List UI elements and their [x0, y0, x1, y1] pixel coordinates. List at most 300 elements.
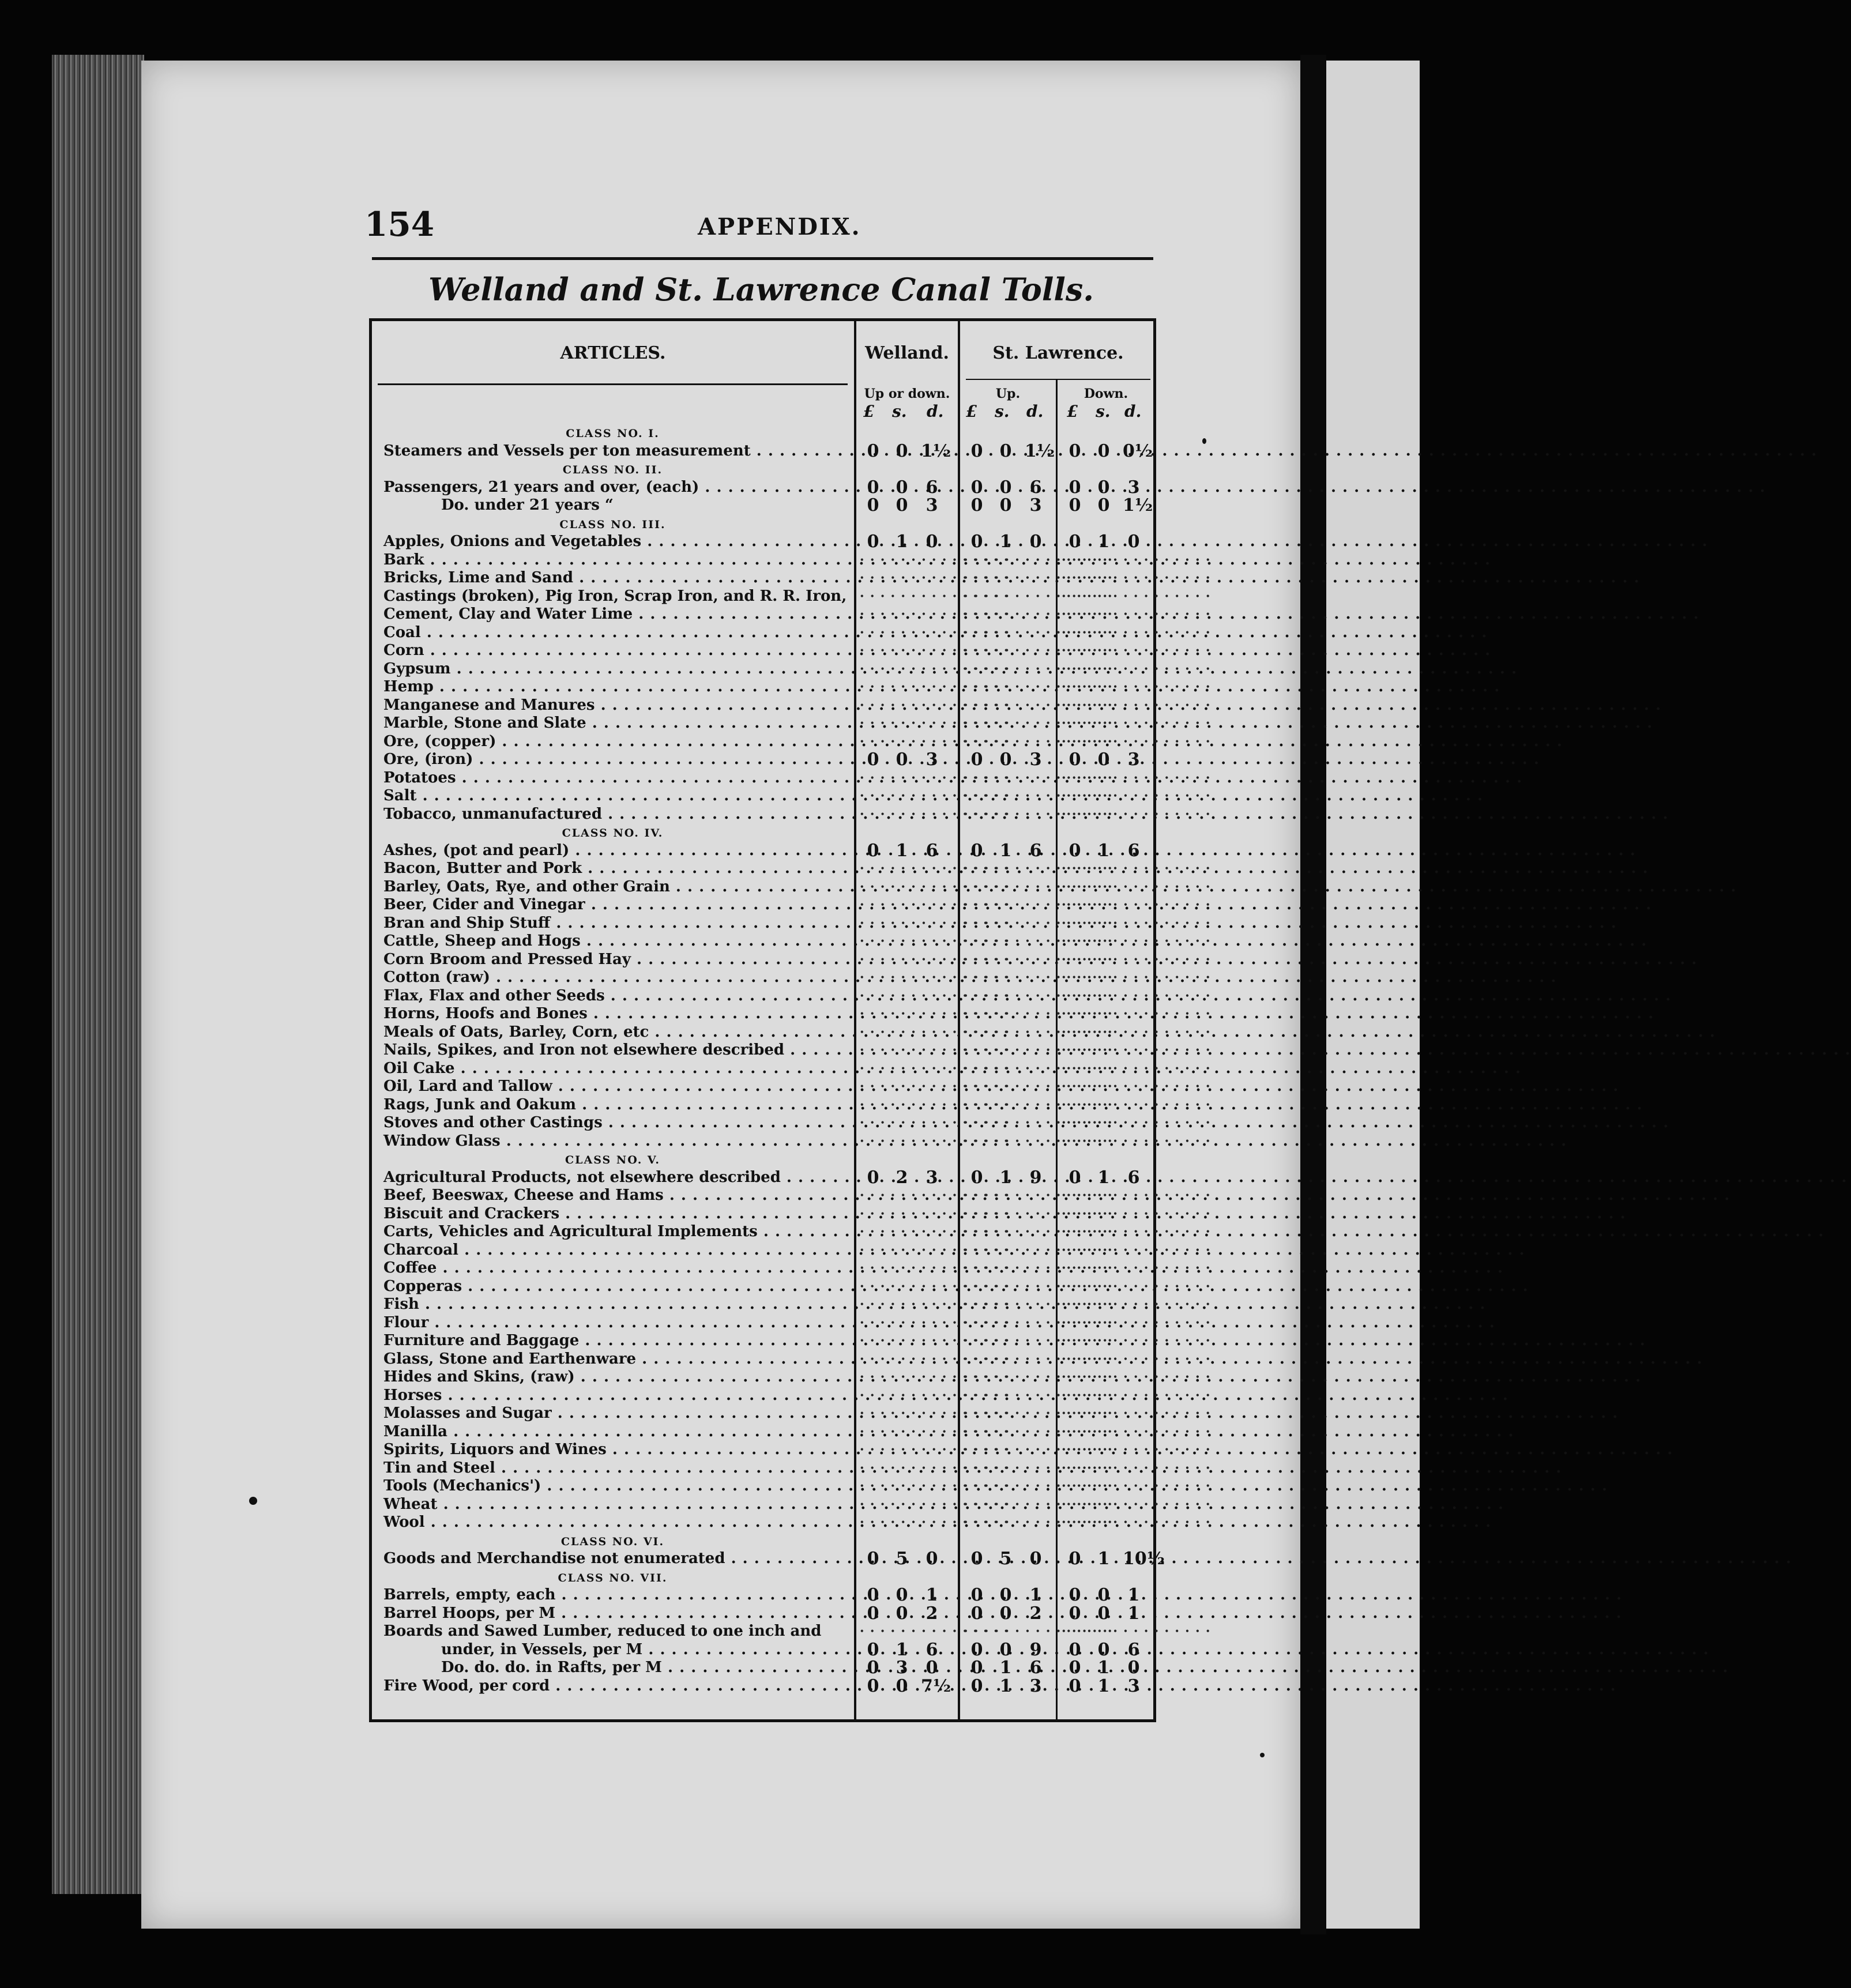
table-row: [378, 932, 1153, 950]
toll-cell-u: [961, 440, 1055, 461]
toll-cell-w: [857, 1296, 944, 1313]
toll-cell-u: [961, 1278, 1048, 1296]
pounds-value: 0: [867, 840, 879, 861]
toll-cell-d: [1059, 569, 1146, 587]
toll-cell-w: [857, 1060, 944, 1078]
pence-value: 1: [926, 1585, 938, 1605]
article-name: Flour . . .: [383, 1314, 857, 1332]
toll-cell-w: [857, 951, 944, 969]
toll-cell-u: [961, 1314, 1048, 1332]
article-name: Ore, (iron) . . .: [383, 751, 857, 769]
toll-cell-w: [857, 533, 944, 551]
toll-cell-u: [961, 842, 1048, 860]
toll-cell-u: [961, 1259, 1048, 1277]
article-name: Agricultural Products, not elsewhere described . . .: [383, 1169, 857, 1187]
toll-cell-d: [1059, 479, 1146, 496]
toll-cell-w: [857, 624, 944, 642]
class-heading: CLASS NO. II.: [562, 464, 663, 476]
article-name: under, in Vessels, per M . . .: [383, 1641, 915, 1659]
pence-value: 6: [1029, 1658, 1042, 1678]
article-name: Oil Cake . . .: [383, 1060, 857, 1078]
welland-subheader: Up or down.: [864, 386, 950, 401]
pence-value: 3: [1127, 1676, 1140, 1696]
pounds-value: 0: [970, 1549, 983, 1569]
toll-cell-w: [857, 1387, 944, 1405]
class-heading: CLASS NO. VII.: [558, 1571, 668, 1584]
table-row: [378, 660, 1153, 678]
running-head: APPENDIX.: [698, 213, 861, 240]
table-row: [378, 896, 1153, 914]
toll-cell-w: [857, 1005, 944, 1023]
pence-value: 6: [1127, 840, 1140, 861]
article-name: Horses . . .: [383, 1387, 857, 1405]
table-row: [378, 1677, 1153, 1695]
shillings-value: 5: [999, 1549, 1012, 1569]
toll-cell-u: [961, 1496, 1048, 1513]
pounds-value: 0: [1069, 532, 1081, 552]
toll-cell-u: [961, 1296, 1048, 1313]
toll-cell-d: [1059, 969, 1146, 987]
pounds-value: 0: [1069, 840, 1081, 861]
table-row: [378, 878, 1153, 896]
toll-cell-u: [961, 1060, 1048, 1078]
articles-header: ARTICLES.: [560, 343, 666, 363]
shillings-value: 1: [999, 1658, 1012, 1678]
toll-cell-u: [961, 878, 1048, 896]
pounds-value: 0: [970, 532, 983, 552]
toll-cell-d: [1059, 1314, 1146, 1332]
shillings-value: 1: [896, 1639, 908, 1660]
article-name: Coffee . . .: [383, 1259, 857, 1277]
toll-cell-d: [1059, 805, 1146, 823]
table-row: [378, 1605, 1153, 1622]
pence-value: 0: [1029, 532, 1042, 552]
toll-cell-u: [961, 1622, 1048, 1640]
toll-cell-d: [1059, 987, 1146, 1005]
toll-cell-w: [857, 660, 944, 678]
toll-cell-u: [961, 1659, 1048, 1677]
table-row: [378, 1622, 1153, 1640]
toll-cell-u: [961, 787, 1048, 805]
book-page-edges: [52, 55, 144, 1894]
pence-value: 0: [1127, 1658, 1140, 1678]
article-name: Passengers, 21 years and over, (each) . . .: [383, 479, 857, 496]
toll-cell-d: [1059, 1169, 1146, 1187]
toll-cell-w: [857, 1023, 944, 1041]
pence-value: 3: [926, 495, 938, 515]
toll-cell-d: [1059, 551, 1146, 569]
unit-pounds: £: [966, 402, 977, 421]
shillings-value: 1: [999, 1676, 1012, 1696]
shillings-value: 1: [1097, 1658, 1110, 1678]
toll-cell-w: [857, 1350, 944, 1368]
table-row: [378, 1441, 1153, 1459]
unit-pence: d.: [1026, 402, 1044, 421]
toll-cell-u: [961, 624, 1048, 642]
tolls-table: [369, 318, 1165, 1722]
toll-cell-u: [961, 714, 1048, 732]
toll-cell-w: [857, 1423, 944, 1441]
toll-cell-d: [1059, 1513, 1146, 1531]
table-row: [378, 1368, 1153, 1386]
pence-value: 6: [1029, 840, 1042, 861]
table-row: [378, 1405, 1153, 1422]
toll-cell-d: [1059, 896, 1146, 914]
class-heading: CLASS NO. I.: [566, 427, 660, 440]
toll-cell-u: [961, 1132, 1048, 1150]
pence-value: 6: [1127, 1167, 1140, 1188]
article-name: Bricks, Lime and Sand . . .: [383, 569, 857, 587]
table-row: [378, 1278, 1153, 1296]
toll-cell-u: [961, 1005, 1048, 1023]
table-row: [378, 787, 1153, 805]
toll-cell-u: [961, 751, 1048, 769]
toll-cell-w: [857, 860, 944, 878]
shillings-value: 0: [999, 495, 1012, 515]
pence-value: 3: [1029, 1676, 1042, 1696]
shillings-value: 0: [1097, 495, 1110, 515]
toll-cell-w: [857, 1169, 944, 1187]
unit-pounds: £: [1067, 402, 1078, 421]
table-row: [378, 1205, 1153, 1223]
toll-cell-w: [857, 714, 944, 732]
toll-cell-u: [961, 660, 1048, 678]
pounds-value: 0: [970, 750, 983, 770]
toll-cell-u: [961, 860, 1048, 878]
pence-value: 9: [1029, 1639, 1042, 1660]
toll-cell-u: [961, 569, 1048, 587]
pounds-value: 0: [867, 1603, 879, 1624]
ink-speck: [1202, 438, 1206, 444]
table-row: [378, 588, 1153, 605]
table-row: [378, 951, 1153, 969]
toll-cell-w: [857, 551, 944, 569]
article-name: Oil, Lard and Tallow . . .: [383, 1078, 857, 1095]
toll-cell-u: [961, 1387, 1048, 1405]
table-row: [378, 1096, 1153, 1114]
pence-value: 3: [926, 750, 938, 770]
article-name: Corn Broom and Pressed Hay . . .: [383, 951, 857, 969]
article-name: Window Glass . . .: [383, 1132, 857, 1150]
article-name: Rags, Junk and Oakum . . .: [383, 1096, 857, 1114]
toll-cell-d: [1059, 1405, 1146, 1422]
article-name: Corn . . .: [383, 642, 857, 660]
toll-cell-w: [857, 1132, 944, 1150]
pounds-value: 0: [867, 750, 879, 770]
article-name: Apples, Onions and Vegetables . . .: [383, 533, 857, 551]
toll-cell-u: [961, 914, 1048, 932]
toll-cell-w: [857, 1259, 944, 1277]
toll-cell-w: [857, 842, 944, 860]
class-heading: CLASS NO. VI.: [560, 1535, 665, 1548]
toll-cell-d: [1059, 1259, 1146, 1277]
shillings-value: 0: [999, 750, 1012, 770]
ink-speck: [1260, 1753, 1265, 1757]
pence-value: 6: [926, 477, 938, 498]
toll-cell-w: [857, 1205, 944, 1223]
pounds-value: 0: [1069, 495, 1081, 515]
shillings-value: 0: [896, 495, 908, 515]
article-name: Glass, Stone and Earthenware . . .: [383, 1350, 857, 1368]
toll-cell-w: [857, 1078, 944, 1095]
pounds-value: 0: [867, 495, 879, 515]
toll-cell-w: [857, 787, 944, 805]
toll-cell-u: [961, 1459, 1048, 1477]
table-row: [378, 496, 1153, 514]
toll-cell-d: [1059, 1278, 1146, 1296]
article-name: Bacon, Butter and Pork . . .: [383, 860, 857, 878]
toll-cell-d: [1059, 1496, 1146, 1513]
table-row: [378, 1314, 1153, 1332]
toll-cell-u: [961, 1078, 1048, 1095]
table-row: [378, 1005, 1153, 1023]
pence-value: 3: [1029, 750, 1042, 770]
toll-cell-d: [1059, 1659, 1146, 1677]
toll-cell-w: [857, 914, 944, 932]
toll-cell-u: [961, 1023, 1048, 1041]
pence-value: 7½: [921, 1676, 951, 1696]
pence-value: 3: [1127, 750, 1140, 770]
toll-cell-w: [857, 696, 944, 714]
toll-cell-w: [857, 1459, 944, 1477]
toll-cell-d: [1059, 1223, 1146, 1241]
table-row: [378, 733, 1153, 751]
shillings-value: 1: [1097, 1676, 1110, 1696]
toll-cell-d: [1059, 1423, 1146, 1441]
toll-cell-u: [961, 678, 1048, 696]
toll-cell-d: [1059, 1096, 1146, 1114]
table-row: [378, 1549, 1165, 1569]
pence-value: 1: [1029, 1585, 1042, 1605]
shillings-value: 0: [999, 440, 1012, 461]
pence-value: 1½: [921, 440, 951, 461]
toll-cell-w: [857, 1641, 944, 1659]
toll-cell-u: [961, 605, 1048, 623]
toll-cell-w: [857, 1676, 951, 1696]
toll-cell-u: [961, 1223, 1048, 1241]
toll-cell-u: [961, 1677, 1048, 1695]
pence-value: 6: [926, 840, 938, 861]
pounds-value: 0: [867, 1167, 879, 1188]
toll-cell-d: [1059, 1332, 1146, 1350]
toll-cell-w: [857, 1586, 944, 1604]
toll-cell-w: [857, 733, 944, 751]
toll-cell-u: [961, 1205, 1048, 1223]
pounds-value: 0: [867, 1549, 879, 1569]
article-name: Barrels, empty, each . . .: [383, 1586, 857, 1604]
stl-up-subheader: Up.: [995, 386, 1021, 401]
pounds-value: 0: [867, 1585, 879, 1605]
pence-value: 0: [1127, 532, 1140, 552]
toll-cell-w: [857, 569, 944, 587]
toll-cell-d: [1059, 1677, 1146, 1695]
toll-cell-d: [1059, 751, 1146, 769]
shillings-value: 5: [896, 1549, 908, 1569]
toll-cell-u: [961, 805, 1048, 823]
toll-cell-w: [857, 1041, 944, 1059]
toll-cell-w: [857, 1405, 944, 1422]
toll-cell-u: [961, 1368, 1048, 1386]
table-row: [378, 1296, 1153, 1313]
pence-value: 6: [926, 1639, 938, 1660]
shillings-value: 0: [896, 1585, 908, 1605]
shillings-value: 1: [999, 840, 1012, 861]
toll-cell-d: [1059, 696, 1146, 714]
pence-value: 9: [1029, 1167, 1042, 1188]
toll-cell-d: [1059, 1441, 1146, 1459]
toll-cell-w: [857, 1513, 944, 1531]
toll-cell-w: [857, 440, 951, 461]
toll-cell-d: [1059, 1586, 1146, 1604]
article-name: Salt . . .: [383, 787, 857, 805]
pence-value: 3: [926, 1167, 938, 1188]
shillings-value: 0: [896, 477, 908, 498]
shillings-value: 0: [999, 1585, 1012, 1605]
toll-cell-u: [961, 1169, 1048, 1187]
article-name: Manilla . . .: [383, 1423, 857, 1441]
toll-cell-w: [857, 1550, 944, 1568]
table-row: [378, 642, 1153, 660]
shillings-value: 1: [1097, 532, 1110, 552]
pounds-value: 0: [1069, 1658, 1081, 1678]
table-row: [378, 1241, 1153, 1259]
table-row: [378, 1477, 1153, 1495]
pounds-value: 0: [970, 1603, 983, 1624]
article-name: Beef, Beeswax, Cheese and Hams . . .: [383, 1187, 857, 1204]
article-name: Carts, Vehicles and Agricultural Implements . . .: [383, 1223, 857, 1241]
shillings-value: 0: [896, 1676, 908, 1696]
toll-cell-u: [961, 551, 1048, 569]
toll-cell-w: [857, 878, 944, 896]
pence-value: 3: [1127, 477, 1140, 498]
article-name: Molasses and Sugar . . .: [383, 1405, 857, 1422]
table-row: [378, 860, 1153, 878]
toll-cell-d: [1059, 1641, 1146, 1659]
table-row: [378, 479, 1153, 496]
toll-cell-w: [857, 588, 944, 605]
shillings-value: 0: [896, 440, 908, 461]
toll-cell-u: [961, 479, 1048, 496]
shillings-value: 1: [896, 840, 908, 861]
article-name: Spirits, Liquors and Wines . . .: [383, 1441, 857, 1459]
toll-cell-d: [1059, 1023, 1146, 1041]
toll-cell-u: [961, 769, 1048, 787]
toll-cell-w: [857, 1368, 944, 1386]
table-row: [378, 1114, 1153, 1132]
pounds-value: 0: [867, 1676, 879, 1696]
table-row: [378, 1513, 1153, 1531]
toll-cell-d: [1059, 1368, 1146, 1386]
article-name: Hemp . . .: [383, 678, 857, 696]
toll-cell-u: [961, 1550, 1048, 1568]
table-row: [378, 714, 1153, 732]
article-name: Gypsum . . .: [383, 660, 857, 678]
table-row: [378, 805, 1153, 823]
pence-value: 2: [926, 1603, 938, 1624]
page-number: 154: [364, 205, 435, 244]
table-row: [378, 1641, 1153, 1659]
toll-cell-u: [961, 1096, 1048, 1114]
article-name: Nails, Spikes, and Iron not elsewhere described . . .: [383, 1041, 857, 1059]
shillings-value: 1: [1097, 840, 1110, 861]
table-row: [378, 842, 1153, 860]
pounds-value: 0: [1069, 1585, 1081, 1605]
shillings-value: 0: [1097, 1585, 1110, 1605]
table-row: [378, 1078, 1153, 1095]
table-row: [378, 605, 1153, 623]
toll-cell-w: [857, 769, 944, 787]
table-row: [378, 1223, 1153, 1241]
article-name: Potatoes . . .: [383, 769, 857, 787]
toll-cell-u: [961, 588, 1048, 605]
toll-cell-w: [857, 1605, 944, 1622]
toll-cell-u: [961, 1187, 1048, 1204]
shillings-value: 0: [1097, 1639, 1110, 1660]
toll-cell-d: [1059, 787, 1146, 805]
shillings-value: 2: [896, 1167, 908, 1188]
article-name: Fire Wood, per cord . . .: [383, 1677, 857, 1695]
article-name: Marble, Stone and Slate . . .: [383, 714, 857, 732]
toll-cell-w: [857, 1096, 944, 1114]
toll-cell-d: [1059, 1041, 1146, 1059]
class-heading: CLASS NO. III.: [559, 518, 666, 531]
shillings-value: 1: [999, 532, 1012, 552]
article-name: Castings (broken), Pig Iron, Scrap Iron, and R. R. Iron,: [383, 587, 847, 605]
toll-cell-d: [1059, 642, 1146, 660]
class-heading: CLASS NO. V.: [565, 1154, 660, 1166]
toll-cell-w: [857, 1241, 944, 1259]
toll-cell-u: [961, 969, 1048, 987]
shillings-value: 1: [1097, 1167, 1110, 1188]
pounds-value: 0: [867, 477, 879, 498]
toll-cell-u: [961, 1641, 1048, 1659]
shillings-value: 0: [999, 1639, 1012, 1660]
toll-cell-w: [857, 1496, 944, 1513]
article-name: Meals of Oats, Barley, Corn, etc . . .: [383, 1023, 857, 1041]
toll-cell-w: [857, 642, 944, 660]
toll-cell-d: [1059, 860, 1146, 878]
article-name: Ore, (copper) . . .: [383, 733, 857, 751]
toll-cell-d: [1059, 588, 1146, 605]
toll-cell-d: [1059, 624, 1146, 642]
shillings-value: 0: [896, 1603, 908, 1624]
toll-cell-w: [857, 1278, 944, 1296]
pounds-value: 0: [970, 840, 983, 861]
pence-value: 0: [926, 1549, 938, 1569]
welland-header: Welland.: [865, 343, 949, 363]
article-name: Cattle, Sheep and Hogs . . .: [383, 932, 857, 950]
toll-cell-d: [1059, 440, 1153, 461]
unit-pounds: £: [863, 402, 875, 421]
toll-cell-u: [961, 1350, 1048, 1368]
toll-cell-u: [961, 496, 1048, 514]
article-name: Bark . . .: [383, 551, 857, 569]
toll-cell-u: [961, 733, 1048, 751]
toll-cell-u: [961, 1477, 1048, 1495]
article-name: Tin and Steel . . .: [383, 1459, 857, 1477]
article-name: Coal . . .: [383, 624, 857, 642]
toll-cell-w: [857, 1187, 944, 1204]
toll-cell-u: [961, 1605, 1048, 1622]
table-row: [378, 678, 1153, 696]
article-name: Biscuit and Crackers . . .: [383, 1205, 857, 1223]
pence-value: 6: [1029, 477, 1042, 498]
toll-cell-u: [961, 1441, 1048, 1459]
article-name: Wheat . . .: [383, 1496, 857, 1513]
article-name: Fish . . .: [383, 1296, 857, 1313]
pounds-value: 0: [970, 1585, 983, 1605]
table-row: [378, 624, 1153, 642]
